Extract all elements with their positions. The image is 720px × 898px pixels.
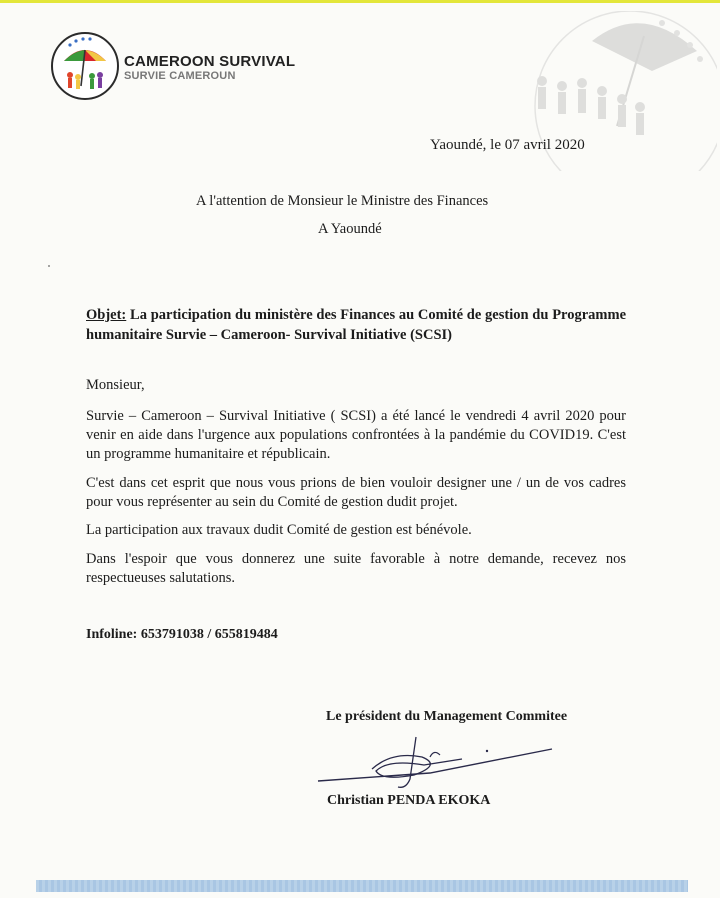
subject-text: La participation du ministère des Finances au Comité de gestion du Programme humanitaire Survie – Cameroon- Survival Initiative (SCSI) xyxy=(86,307,627,343)
recipient-city: A Yaoundé xyxy=(318,221,382,237)
body-paragraph: La participation aux travaux dudit Comité de gestion est bénévole. xyxy=(86,522,472,538)
signer-name: Christian PENDA EKOKA xyxy=(327,793,491,808)
salutation: Monsieur, xyxy=(86,377,145,393)
signature-title: Le président du Management Commitee xyxy=(326,709,568,724)
subject-label: Objet: xyxy=(86,307,127,323)
handwritten-signature xyxy=(312,729,562,791)
brand-subtitle: SURVIE CAMEROUN xyxy=(124,70,236,82)
letter-subject xyxy=(86,305,626,345)
recipient-line: A l'attention de Monsieur le Ministre des Finances xyxy=(196,193,489,209)
body-paragraph: Survie – Cameroon – Survival Initiative ( SCSI) a été lancé le vendredi 4 avril 2020 pour venir en aide dans l'urgence aux populations confrontées à la pandémie du COVID19. C'est un programme humanitaire et républicain. xyxy=(86,408,626,462)
paper-speck xyxy=(48,265,50,267)
body-paragraph: C'est dans cet esprit que nous vous prions de bien vouloir designer une / un de vos cadres pour vous représenter au sein du Comité de gestion dudit projet. xyxy=(86,475,626,510)
brand-name: CAMEROON SURVIVAL xyxy=(124,53,296,70)
cameroon-survival-logo xyxy=(50,31,120,101)
body-paragraph: Dans l'espoir que vous donnerez une suite favorable à notre demande, recevez nos respectueuses salutations. xyxy=(86,551,626,586)
infoline-contact: Infoline: 653791038 / 655819484 xyxy=(86,627,278,642)
letter-date: Yaoundé, le 07 avril 2020 xyxy=(430,137,585,153)
footer-bar xyxy=(36,880,688,892)
